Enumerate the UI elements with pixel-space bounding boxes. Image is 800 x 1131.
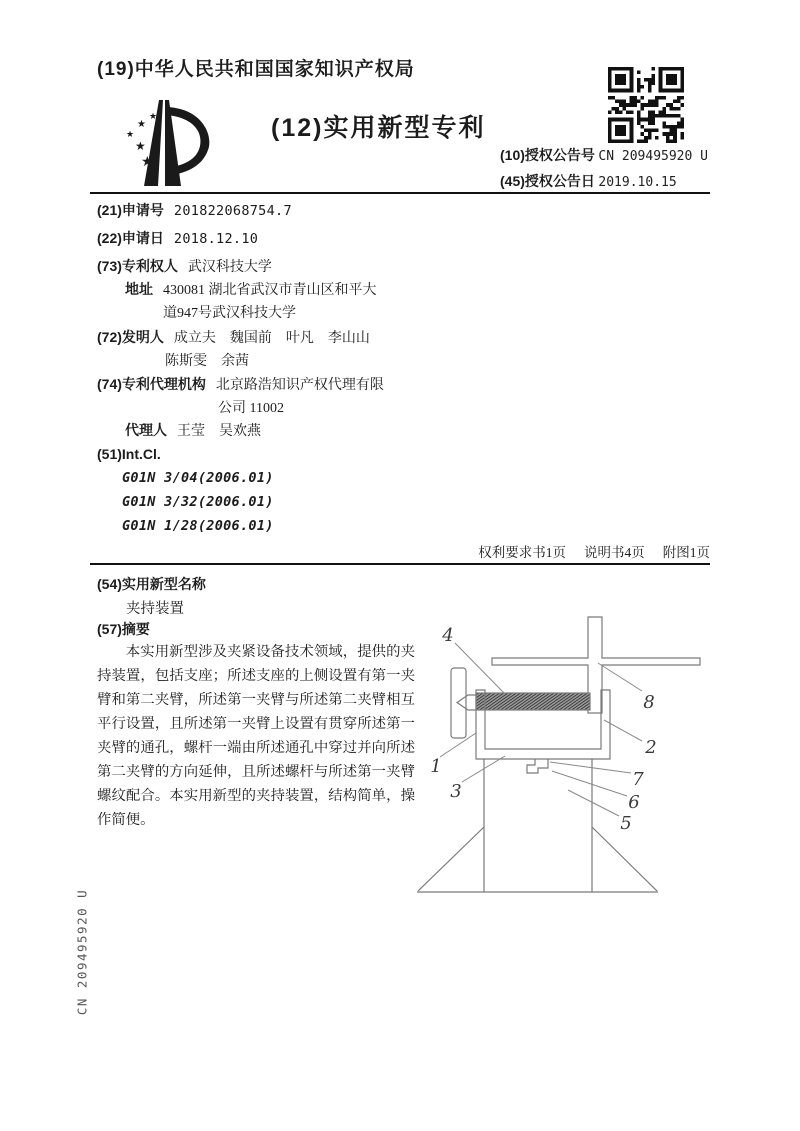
pedestal-flange-left <box>418 827 484 891</box>
application-number-value: 201822068754.7 <box>173 203 292 219</box>
cnipa-logo-icon <box>113 94 221 194</box>
claims-pages: 权利要求书1页 <box>478 545 566 560</box>
clamped-workpiece <box>476 693 590 710</box>
doc-type-title: (12)实用新型专利 <box>271 114 486 142</box>
figure-label-8: 8 <box>643 692 655 713</box>
utility-model-name-label: (54)实用新型名称 <box>97 576 206 592</box>
intcl-code: G01N 3/32(2006.01) <box>122 494 274 510</box>
inventors-label: (72)发明人 <box>97 329 164 345</box>
svg-text:★: ★ <box>141 155 154 170</box>
figure-label-6: 6 <box>628 792 640 813</box>
figure-label-3: 3 <box>450 781 462 802</box>
pedestal-flange-right <box>592 827 657 891</box>
agency-row <box>97 374 384 394</box>
figure-label-4: 4 <box>442 625 454 646</box>
pages-info <box>460 541 710 561</box>
agency-line2: 公司 11002 <box>218 401 284 416</box>
agency-line1: 北京路浩知识产权代理有限 <box>215 378 384 393</box>
figure-reference-numerals <box>430 625 656 834</box>
figure-label-1: 1 <box>430 756 442 777</box>
agent-row <box>125 420 261 440</box>
address-line2: 道947号武汉科技大学 <box>163 306 296 321</box>
application-number-row <box>97 200 292 220</box>
section-divider <box>90 563 710 565</box>
utility-model-title: 夹持装置 <box>126 601 184 617</box>
pub-date-value: 2019.10.15 <box>598 175 677 190</box>
description-pages: 说明书4页 <box>584 545 645 560</box>
agent-names: 王莹 吴欢燕 <box>177 424 261 439</box>
figure-label-5: 5 <box>620 813 632 834</box>
header-divider <box>90 192 710 194</box>
patentee-label: (73)专利权人 <box>97 258 178 274</box>
agency-label: (74)专利代理机构 <box>97 376 206 392</box>
figure-label-2: 2 <box>645 737 657 758</box>
inventors-line1: 成立夫 魏国前 叶凡 李山山 <box>173 331 370 346</box>
intcl-code: G01N 3/04(2006.01) <box>122 470 274 486</box>
svg-text:★: ★ <box>137 119 146 130</box>
address-row <box>125 279 377 299</box>
qr-code <box>608 67 684 143</box>
side-publication-number: CN 209495920 U <box>74 888 90 1016</box>
address-label: 地址 <box>125 281 153 297</box>
abstract-text: 本实用新型涉及夹紧设备技术领域，提供的夹持装置，包括支座；所述支座的上侧设置有第一夹臂和第二夹臂，所述第一夹臂与所述第二夹臂相互平行设置，且所述第一夹臂上设置有贯穿所述第一夹臂的通孔，螺杆一端由所述通孔中穿过并向所述第二夹臂的方向延伸，且所述螺杆与所述第一夹臂螺纹配合。本实用新型的夹持装置，结构简单，操作简便。 <box>97 644 415 828</box>
patent-office-name: (19)中华人民共和国国家知识产权局 <box>97 59 415 80</box>
agent-label: 代理人 <box>125 422 167 438</box>
application-date-row <box>97 228 258 248</box>
pub-date-label: (45)授权公告日 <box>500 173 595 189</box>
pub-date-row <box>500 171 677 191</box>
svg-text:★: ★ <box>149 111 158 121</box>
drawings-pages: 附图1页 <box>662 545 710 560</box>
application-date-label: (22)申请日 <box>97 230 164 246</box>
application-date-value: 2018.12.10 <box>173 231 259 247</box>
intcl-label: (51)Int.Cl. <box>97 446 161 462</box>
abstract-label: (57)摘要 <box>97 621 150 637</box>
figure-label-7: 7 <box>632 769 644 790</box>
figure-leader-lines <box>440 643 642 816</box>
pub-number-row <box>500 145 708 165</box>
application-number-label: (21)申请号 <box>97 202 164 218</box>
inventors-line2: 陈斯雯 余茜 <box>165 354 249 369</box>
svg-text:★: ★ <box>135 139 146 153</box>
pub-number-value: CN 209495920 U <box>598 149 708 164</box>
address-line1: 430081 湖北省武汉市青山区和平大 <box>163 283 377 298</box>
inventors-row <box>97 327 370 347</box>
pub-number-label: (10)授权公告号 <box>500 147 595 163</box>
intcl-code: G01N 1/28(2006.01) <box>122 518 274 534</box>
bracket-detail <box>527 759 548 773</box>
patent-figure <box>410 600 710 900</box>
svg-text:★: ★ <box>126 129 135 139</box>
patentee-value: 武汉科技大学 <box>187 260 272 275</box>
patentee-row <box>97 256 272 276</box>
